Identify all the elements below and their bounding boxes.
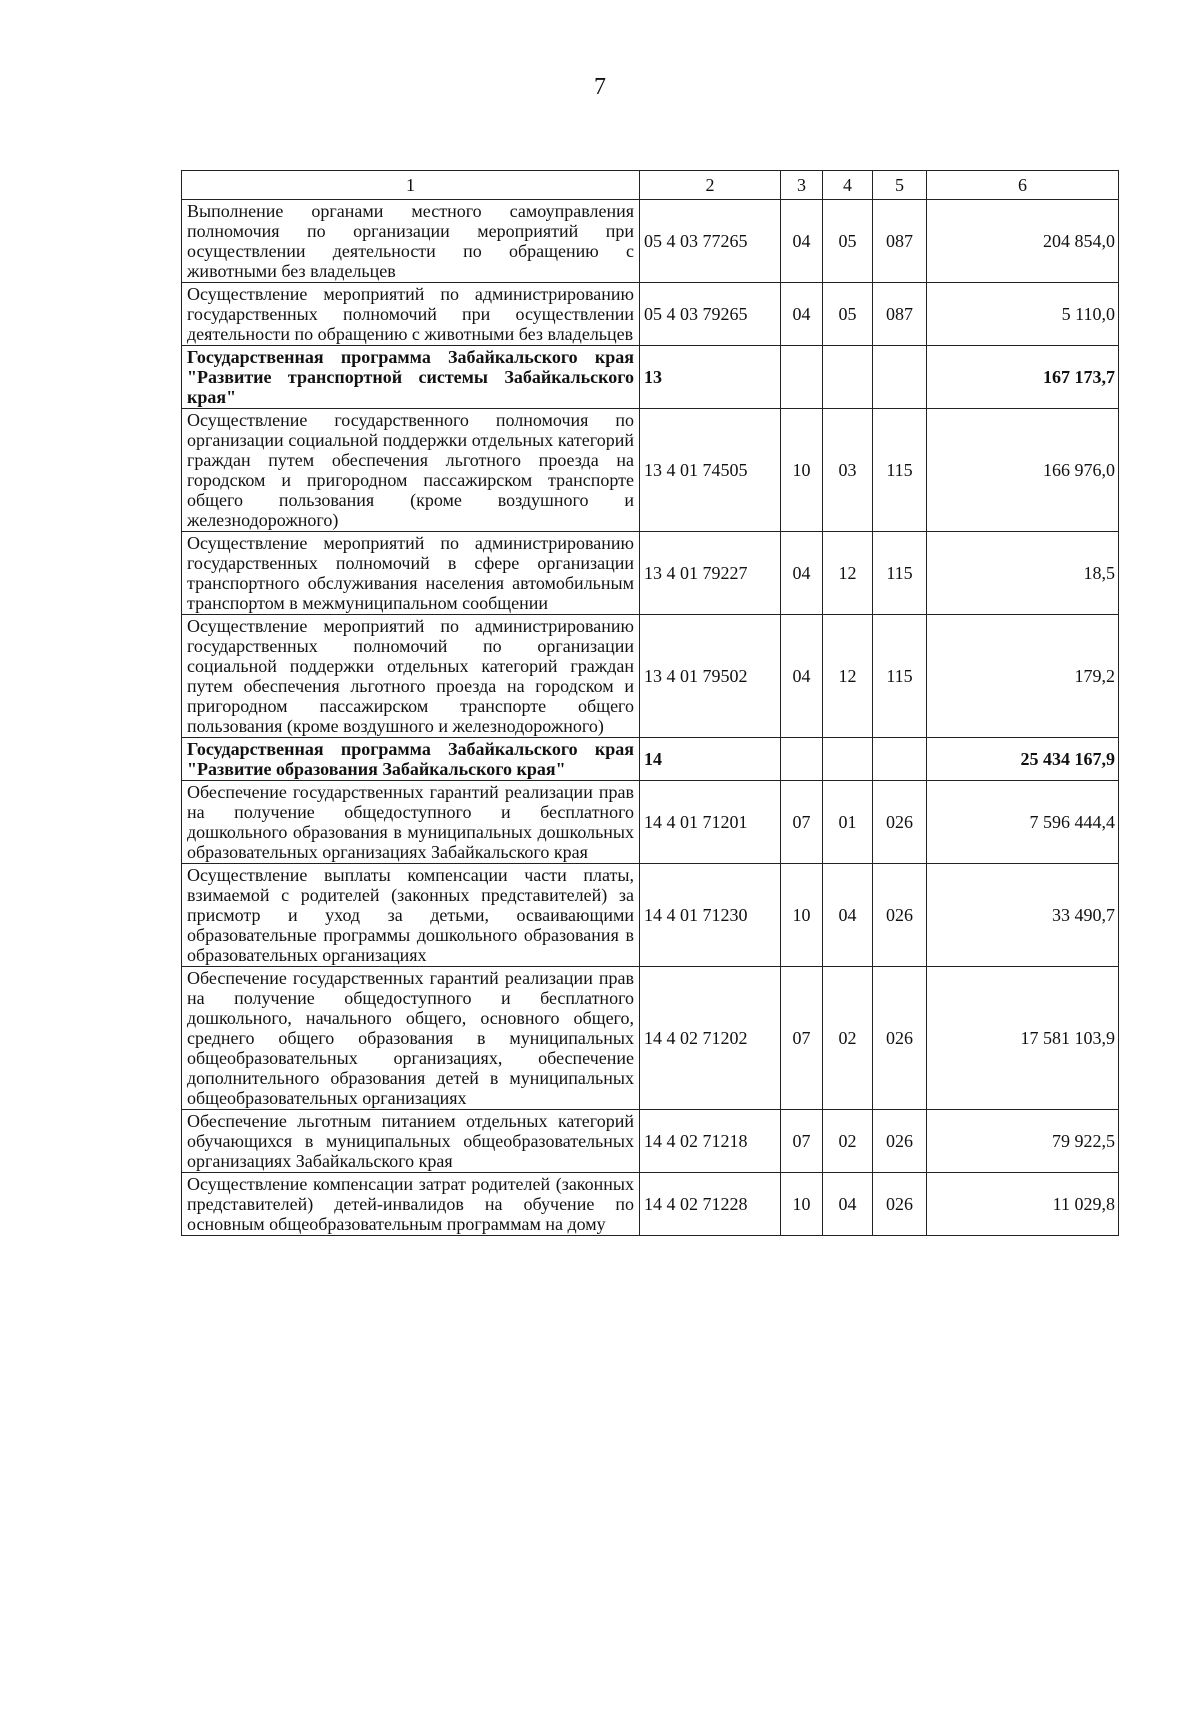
table-row [182,864,1119,967]
table-row [182,532,1119,615]
subsection-code: 01 [823,781,873,864]
table-row [182,283,1119,346]
row-description: Выполнение органами местного самоуправления полномочия по организации мероприятий при осуществлении деятельности по обращению с животными без владельцев [182,200,640,283]
subsection-code: 02 [823,1110,873,1173]
amount: 166 976,0 [927,409,1119,532]
row-description: Осуществление мероприятий по администрированию государственных полномочий по организации социальной поддержки отдельных категорий граждан путем обеспечения льготного проезда на городском и пригородном пассажирском транспорте общего пользования (кроме воздушного и железнодорожного) [182,615,640,738]
subsection-code: 12 [823,615,873,738]
subsection-code: 05 [823,283,873,346]
amount: 5 110,0 [927,283,1119,346]
subsection-code [823,738,873,781]
row-description: Государственная программа Забайкальского края "Развитие транспортной системы Забайкальского края" [182,346,640,409]
header-col-6: 6 [927,171,1119,200]
amount: 179,2 [927,615,1119,738]
row-description: Обеспечение государственных гарантий реализации прав на получение общедоступного и бесплатного дошкольного, начального общего, основного общего, среднего общего образования в муниципальных общеобразовательных организациях, обеспечение дополнительного образования детей в муниципальных общеобразовательных организациях [182,967,640,1110]
expense-type-code: 026 [873,1173,927,1236]
expense-type-code: 026 [873,1110,927,1173]
expense-type-code: 026 [873,864,927,967]
target-article-code: 14 4 01 71201 [640,781,781,864]
amount: 167 173,7 [927,346,1119,409]
expense-type-code: 087 [873,283,927,346]
subsection-code: 04 [823,864,873,967]
row-description: Осуществление государственного полномочия по организации социальной поддержки отдельных категорий граждан путем обеспечения льготного проезда на городском и пригородном пассажирском транспорте общего пользования (кроме воздушного и железнодорожного) [182,409,640,532]
target-article-code: 14 4 02 71202 [640,967,781,1110]
expense-type-code [873,346,927,409]
target-article-code: 13 [640,346,781,409]
section-code: 04 [781,283,823,346]
row-description: Обеспечение государственных гарантий реализации прав на получение общедоступного и бесплатного дошкольного образования в муниципальных дошкольных образовательных организациях Забайкальского края [182,781,640,864]
page-number: 7 [594,74,606,100]
subsection-code: 03 [823,409,873,532]
header-col-4: 4 [823,171,873,200]
amount: 7 596 444,4 [927,781,1119,864]
table-row [182,738,1119,781]
table-row [182,967,1119,1110]
amount: 18,5 [927,532,1119,615]
target-article-code: 14 [640,738,781,781]
table-row [182,200,1119,283]
table-row [182,409,1119,532]
subsection-code: 12 [823,532,873,615]
target-article-code: 13 4 01 74505 [640,409,781,532]
header-col-5: 5 [873,171,927,200]
row-description: Обеспечение льготным питанием отдельных категорий обучающихся в муниципальных общеобразовательных организациях Забайкальского края [182,1110,640,1173]
row-description: Государственная программа Забайкальского края "Развитие образования Забайкальского края" [182,738,640,781]
table-body [182,200,1119,1236]
amount: 204 854,0 [927,200,1119,283]
section-code: 10 [781,1173,823,1236]
target-article-code: 13 4 01 79502 [640,615,781,738]
amount: 25 434 167,9 [927,738,1119,781]
subsection-code: 05 [823,200,873,283]
section-code: 10 [781,864,823,967]
header-col-2: 2 [640,171,781,200]
subsection-code: 04 [823,1173,873,1236]
target-article-code: 14 4 02 71228 [640,1173,781,1236]
table-header-row [182,171,1119,200]
amount: 11 029,8 [927,1173,1119,1236]
expense-type-code: 087 [873,200,927,283]
section-code [781,738,823,781]
target-article-code: 14 4 02 71218 [640,1110,781,1173]
target-article-code: 05 4 03 79265 [640,283,781,346]
budget-table [181,170,1119,1236]
header-col-1: 1 [182,171,640,200]
expense-type-code: 115 [873,532,927,615]
table-row [182,1110,1119,1173]
section-code: 07 [781,1110,823,1173]
section-code: 07 [781,967,823,1110]
table-row [182,1173,1119,1236]
section-code: 04 [781,200,823,283]
expense-type-code: 115 [873,615,927,738]
expense-type-code [873,738,927,781]
table-row [182,781,1119,864]
row-description: Осуществление мероприятий по администрированию государственных полномочий при осуществлении деятельности по обращению с животными без владельцев [182,283,640,346]
amount: 17 581 103,9 [927,967,1119,1110]
row-description: Осуществление выплаты компенсации части платы, взимаемой с родителей (законных представителей) за присмотр и уход за детьми, осваивающими образовательные программы дошкольного образования в образовательных организациях [182,864,640,967]
expense-type-code: 026 [873,967,927,1110]
section-code: 07 [781,781,823,864]
section-code: 10 [781,409,823,532]
row-description: Осуществление компенсации затрат родителей (законных представителей) детей-инвалидов на обучение по основным общеобразовательным программам на дому [182,1173,640,1236]
target-article-code: 13 4 01 79227 [640,532,781,615]
section-code: 04 [781,532,823,615]
section-code [781,346,823,409]
row-description: Осуществление мероприятий по администрированию государственных полномочий в сфере организации транспортного обслуживания населения автомобильным транспортом в межмуниципальном сообщении [182,532,640,615]
target-article-code: 05 4 03 77265 [640,200,781,283]
amount: 33 490,7 [927,864,1119,967]
table-row [182,346,1119,409]
subsection-code: 02 [823,967,873,1110]
expense-type-code: 115 [873,409,927,532]
expense-type-code: 026 [873,781,927,864]
subsection-code [823,346,873,409]
amount: 79 922,5 [927,1110,1119,1173]
header-col-3: 3 [781,171,823,200]
table-row [182,615,1119,738]
target-article-code: 14 4 01 71230 [640,864,781,967]
section-code: 04 [781,615,823,738]
